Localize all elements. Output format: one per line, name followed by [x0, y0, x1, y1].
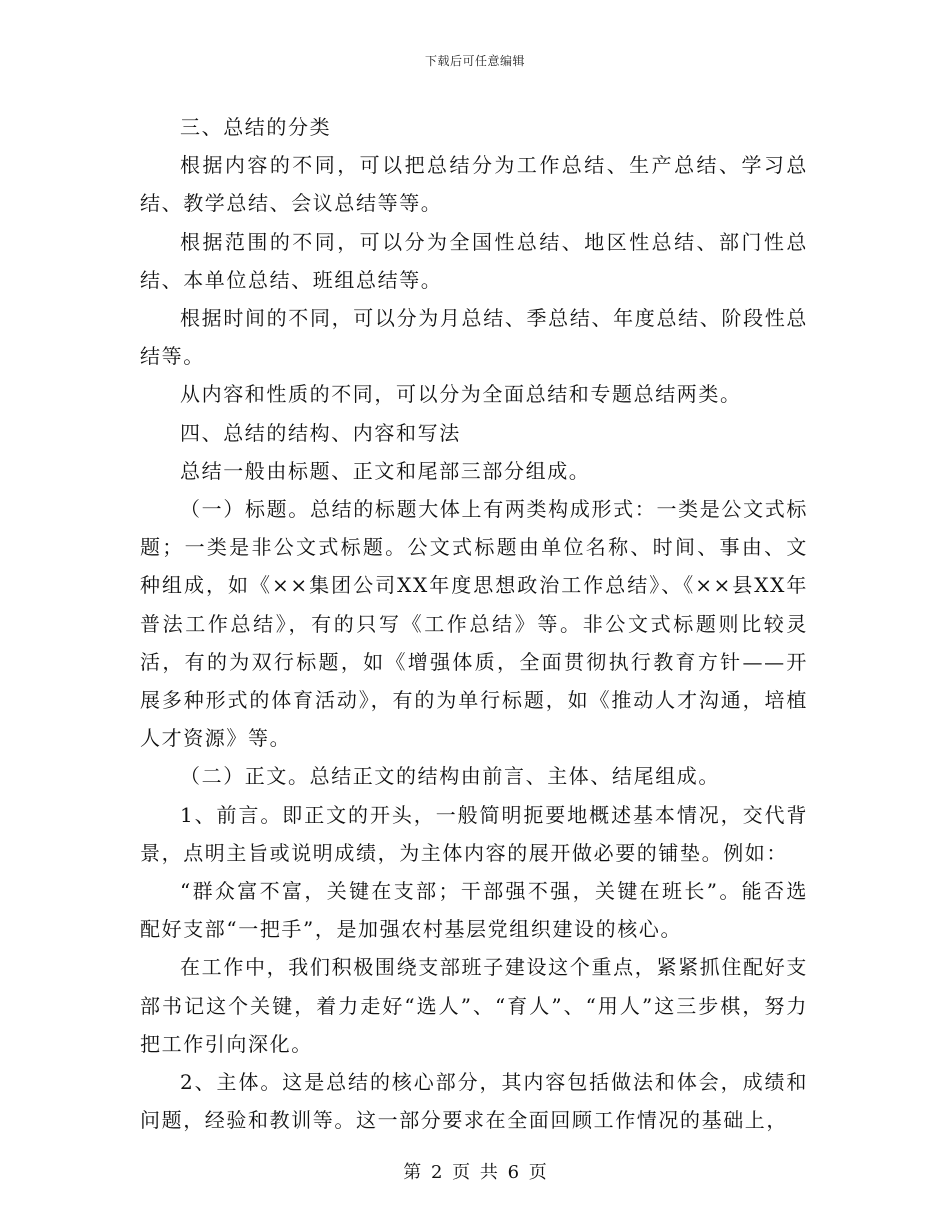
page-number: 第 2 页 共 6 页 [403, 1162, 547, 1183]
paragraph: 2、主体。这是总结的核心部分，其内容包括做法和体会，成绩和问题，经验和教训等。这一部分要求在全面回顾工作情况的基础上， [140, 1070, 808, 1133]
paragraph: 根据范围的不同，可以分为全国性总结、地区性总结、部门性总结、本单位总结、班组总结等。 [140, 229, 808, 292]
quote-paragraph: “群众富不富，关键在支部；干部强不强，关键在班长”。能否选配好支部“一把手”，是加强农村基层党组织建设的核心。 [140, 879, 808, 942]
section-heading-3: 三、总结的分类 [180, 115, 332, 139]
paragraph: （一）标题。总结的标题大体上有两类构成形式：一类是公文式标题；一类是非公文式标题。公文式标题由单位名称、时间、事由、文种组成，如《××集团公司XX年度思想政治工作总结》、《××县XX年普法工作总结》，有的只写《工作总结》等。非公文式标题则比较灵活，有的为双行标题，如《增强体质，全面贯彻执行教育方针——开展多种形式的体育活动》，有的为单行标题，如《推动人才沟通，培植人才资源》等。 [140, 497, 808, 751]
paragraph: （二）正文。总结正文的结构由前言、主体、结尾组成。 [180, 764, 720, 789]
paragraph: 从内容和性质的不同，可以分为全面总结和专题总结两类。 [180, 382, 742, 407]
section-heading-4: 四、总结的结构、内容和写法 [180, 420, 461, 445]
page-header: 下载后可任意编辑 [424, 54, 525, 68]
paragraph: 总结一般由标题、正文和尾部三部分组成。 [180, 458, 591, 483]
paragraph: 在工作中，我们积极围绕支部班子建设这个重点，紧紧抓住配好支部书记这个关键，着力走好“选人”、“育人”、“用人”这三步棋，努力把工作引向深化。 [140, 955, 808, 1056]
paragraph: 根据时间的不同，可以分为月总结、季总结、年度总结、阶段性总结等。 [140, 306, 808, 369]
paragraph: 根据内容的不同，可以把总结分为工作总结、生产总结、学习总结、教学总结、会议总结等等。 [140, 153, 808, 216]
paragraph: 1、前言。即正文的开头，一般简明扼要地概述基本情况，交代背景，点明主旨或说明成绩，为主体内容的展开做必要的铺垫。例如： [140, 802, 808, 865]
document-body [140, 108, 808, 1139]
